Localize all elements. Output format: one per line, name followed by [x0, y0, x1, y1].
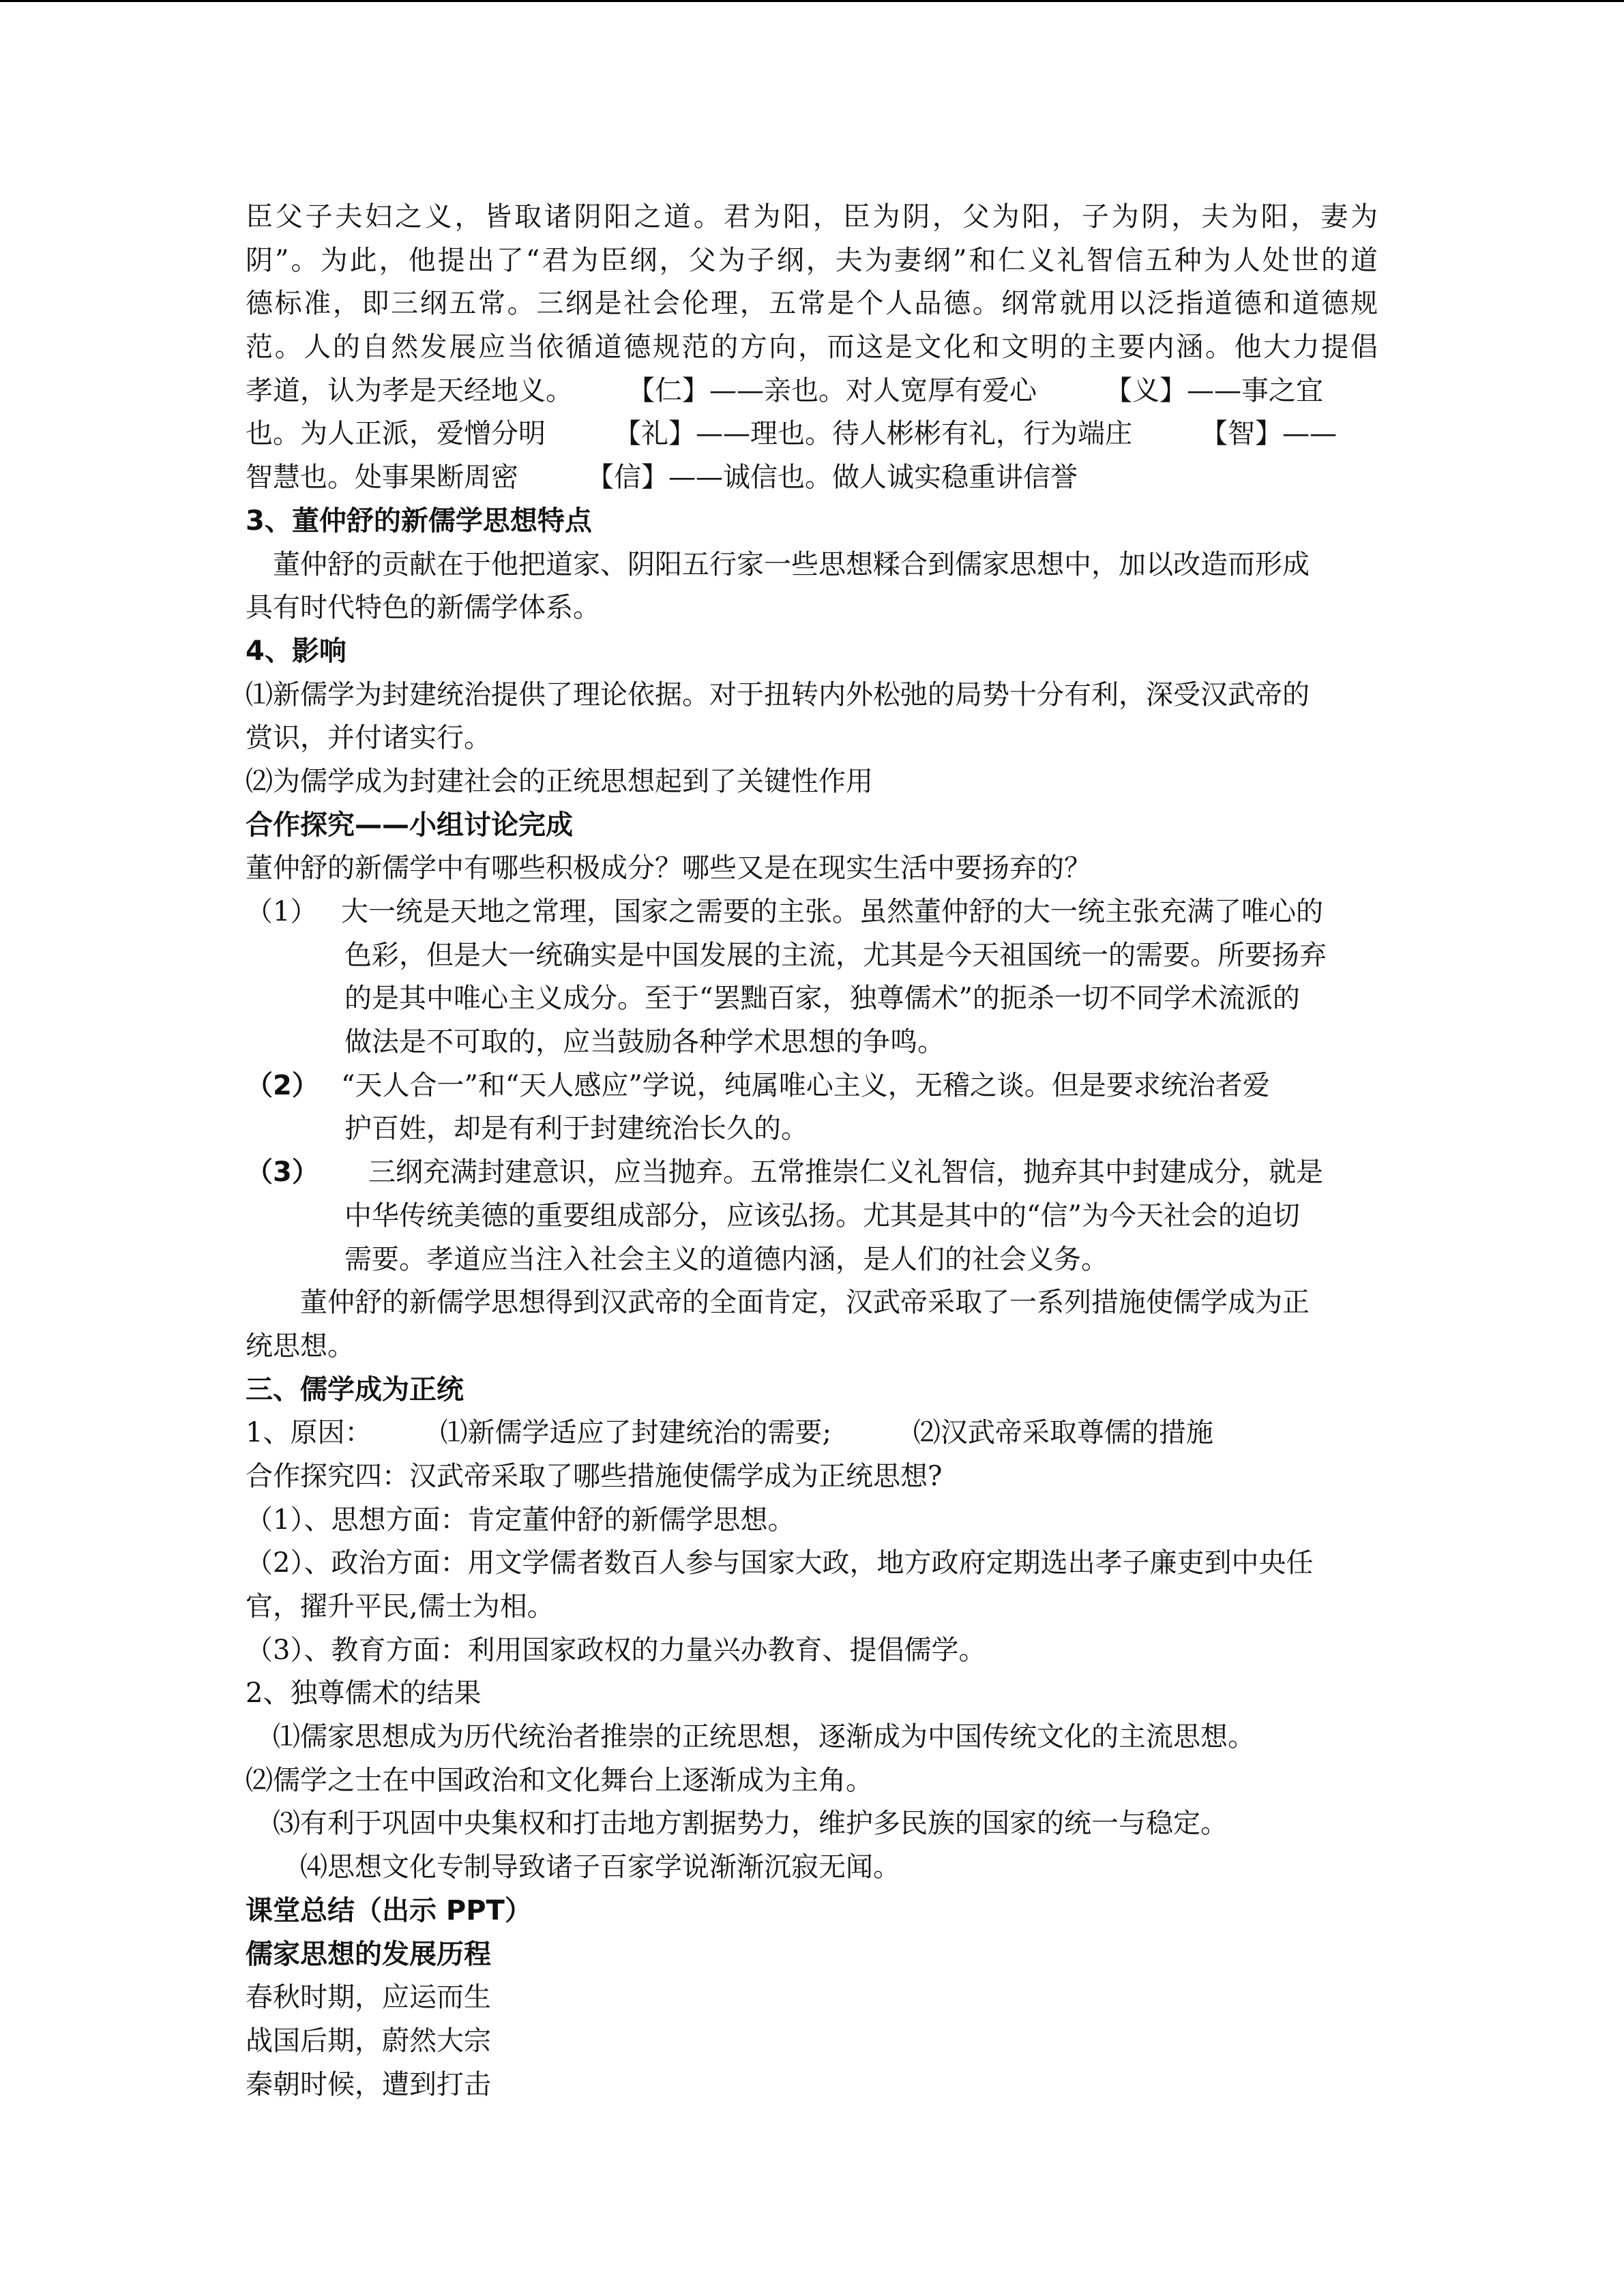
text-line: 臣父子夫妇之义，皆取诸阴阳之道。君为阳，臣为阴，父为阳，子为阴，夫为阳，妻为 [246, 201, 1378, 233]
text-line: 具有时代特色的新儒学体系。 [246, 592, 600, 624]
list-text-line: 的是其中唯心主义成分。至于“罢黜百家，独尊儒术”的扼杀一切不同学术流派的 [344, 983, 1300, 1015]
list-number: （3） [246, 1157, 319, 1189]
page-top-border [0, 0, 1624, 2]
list-text-line: 色彩，但是大一统确实是中国发展的主流，尤其是今天祖国统一的需要。所要扬弃 [344, 939, 1327, 971]
text-line: 战国后期，蔚然大宗 [246, 2025, 491, 2057]
list-text: 三纲充满封建意识，应当抛弃。五常推崇仁义礼智信，抛弃其中封建成分，就是 [341, 1157, 1323, 1189]
list-number: （1） [246, 896, 318, 927]
list-text-line: 中华传统美德的重要组成部分，应该弘扬。尤其是其中的“信”为今天社会的迫切 [344, 1199, 1300, 1232]
list-text-line: 做法是不可取的，应当鼓励各种学术思想的争鸣。 [344, 1026, 945, 1058]
text-line: 阴”。为此，他提出了“君为臣纲，父为子纲，夫为妻纲”和仁义礼智信五种为人处世的道 [246, 244, 1378, 276]
section-heading: 三、儒学成为正统 [246, 1373, 464, 1405]
question-line: 董仲舒的新儒学中有哪些积极成分？哪些又是在现实生活中要扬弃的？ [246, 852, 1091, 884]
text-line: 2、独尊儒术的结果 [246, 1678, 482, 1710]
list-text-line: 需要。孝道应当注入社会主义的道德内涵，是人们的社会义务。 [344, 1243, 1108, 1275]
text-line: 孝道，认为孝是天经地义。 【仁】——亲也。对人宽厚有爱心 【义】——事之宜 [246, 374, 1323, 406]
document-page [246, 196, 1378, 2106]
text-line: 智慧也。处事果断周密 【信】——诚信也。做人诚实稳重讲信誉 [246, 462, 1078, 494]
text-line: ⑶有利于巩固中央集权和打击地方割据势力，维护多民族的国家的统一与稳定。 [246, 1808, 1228, 1840]
text-line: ⑴新儒学为封建统治提供了理论依据。对于扭转内外松弛的局势十分有利，深受汉武帝的 [246, 679, 1310, 711]
text-line: 赏识，并付诸实行。 [246, 722, 491, 754]
list-text: “天人合一”和“天人感应”学说，纯属唯心主义，无稽之谈。但是要求统治者爱 [341, 1069, 1270, 1101]
text-line: 范。人的自然发展应当依循道德规范的方向，而这是文化和文明的主要内涵。他大力提倡 [246, 331, 1378, 363]
text-line: 春秋时期，应运而生 [246, 1982, 491, 2014]
list-item [246, 891, 1378, 934]
text-line: 也。为人正派，爱憎分明 【礼】——理也。待人彬彬有礼，行为端庄 【智】—— [246, 418, 1337, 450]
text-line: （2）、政治方面：用文学儒者数百人参与国家大政，地方政府定期选出孝子廉吏到中央任 [246, 1547, 1314, 1579]
text-line: 德标准，即三纲五常。三纲是社会伦理，五常是个人品德。纲常就用以泛指道德和道德规 [246, 288, 1378, 320]
section-heading: 儒家思想的发展历程 [246, 1938, 491, 1970]
list-item [246, 1064, 1378, 1108]
text-line: ⑵儒学之士在中国政治和文化舞台上逐渐成为主角。 [246, 1764, 873, 1796]
text-line: （3）、教育方面：利用国家政权的力量兴办教育、提倡儒学。 [246, 1634, 986, 1666]
list-item [246, 1151, 1378, 1195]
text-line: 董仲舒的贡献在于他把道家、阴阳五行家一些思想糅合到儒家思想中，加以改造而形成 [246, 548, 1310, 580]
text-line: ⑵为儒学成为封建社会的正统思想起到了关键性作用 [246, 765, 873, 797]
list-text-line: 护百姓，却是有利于封建统治长久的。 [344, 1113, 808, 1145]
text-line: 董仲舒的新儒学思想得到汉武帝的全面肯定，汉武帝采取了一系列措施使儒学成为正 [246, 1287, 1310, 1319]
text-line: 合作探究四：汉武帝采取了哪些措施使儒学成为正统思想? [246, 1460, 943, 1492]
list-text: 大一统是天地之常理，国家之需要的主张。虽然董仲舒的大一统主张充满了唯心的 [341, 896, 1323, 927]
text-line: ⑷思想文化专制导致诸子百家学说渐渐沉寂无闻。 [246, 1851, 900, 1883]
text-line: ⑴儒家思想成为历代统治者推崇的正统思想，逐渐成为中国传统文化的主流思想。 [246, 1721, 1255, 1753]
text-line: （1）、思想方面：肯定董仲舒的新儒学思想。 [246, 1504, 795, 1536]
text-line: 统思想。 [246, 1330, 355, 1362]
list-number: （2） [246, 1069, 319, 1101]
section-heading: 4、影响 [246, 635, 346, 667]
text-line: 1、原因： ⑴新儒学适应了封建统治的需要; ⑵汉武帝采取尊儒的措施 [246, 1417, 1213, 1449]
text-line: 官，擢升平民,儒士为相。 [246, 1591, 555, 1622]
section-heading: 3、董仲舒的新儒学思想特点 [246, 505, 592, 537]
section-heading: 课堂总结（出示 PPT） [246, 1894, 532, 1926]
section-heading: 合作探究——小组讨论完成 [246, 809, 573, 841]
text-line: 秦朝时候，遭到打击 [246, 2068, 491, 2100]
